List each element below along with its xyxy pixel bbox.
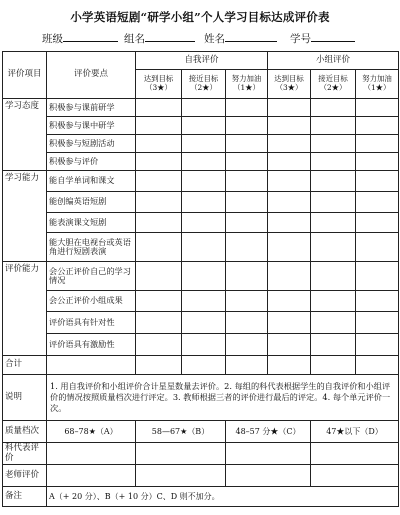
total-label: 合计 — [3, 356, 47, 375]
score-cell — [356, 262, 399, 291]
table-row — [3, 291, 399, 312]
score-cell — [356, 334, 399, 356]
score-cell — [268, 262, 311, 291]
score-cell — [356, 233, 399, 262]
name-label: 姓名 — [204, 33, 225, 45]
score-cell — [226, 171, 268, 192]
score-cell — [182, 291, 226, 312]
score-cell — [136, 213, 182, 233]
table-row — [3, 117, 399, 135]
grade-d: 47★以下（D） — [311, 421, 399, 443]
explanation-label: 说明 — [3, 375, 47, 421]
score-cell — [136, 99, 182, 117]
score-cell — [311, 135, 356, 153]
rep-eval-label: 科代表评价 — [3, 443, 47, 465]
score-cell — [136, 233, 182, 262]
score-cell — [226, 99, 268, 117]
score-cell — [311, 192, 356, 213]
header-points: 评价要点 — [47, 52, 136, 99]
class-label: 班级 — [42, 33, 63, 45]
total-cell — [47, 356, 136, 375]
point-text: 会公正评价自己的学习情况 — [47, 262, 136, 291]
score-cell — [226, 291, 268, 312]
score-cell — [311, 334, 356, 356]
quality-row — [3, 421, 399, 443]
grade-b: 58—67★（B） — [136, 421, 226, 443]
score-cell — [226, 334, 268, 356]
score-cell — [182, 117, 226, 135]
score-cell — [182, 233, 226, 262]
score-cell — [356, 192, 399, 213]
table-row — [3, 171, 399, 192]
score-cell — [356, 356, 399, 375]
section-name: 学习态度 — [3, 99, 47, 171]
score-cell — [268, 291, 311, 312]
score-cell — [356, 153, 399, 171]
score-cell — [268, 312, 311, 334]
score-cell — [182, 213, 226, 233]
header-self-eval: 自我评价 — [136, 52, 268, 70]
level-header: 达到目标 （3★） — [268, 70, 311, 99]
header-group-eval: 小组评价 — [268, 52, 399, 70]
table-row — [3, 192, 399, 213]
score-cell — [356, 291, 399, 312]
score-cell — [268, 233, 311, 262]
score-cell — [356, 99, 399, 117]
level-header: 努力加油 （1★） — [226, 70, 268, 99]
score-cell — [311, 99, 356, 117]
point-text: 评价语具有针对性 — [47, 312, 136, 334]
score-cell — [268, 192, 311, 213]
score-cell — [311, 291, 356, 312]
score-cell — [356, 171, 399, 192]
score-cell — [311, 117, 356, 135]
rep-eval-cell — [136, 443, 226, 465]
table-row — [3, 135, 399, 153]
score-cell — [311, 233, 356, 262]
group-field — [124, 31, 195, 46]
class-field — [42, 31, 118, 46]
table-row — [3, 262, 399, 291]
level-header: 达到目标 （3★） — [136, 70, 182, 99]
score-cell — [226, 135, 268, 153]
score-cell — [311, 262, 356, 291]
point-text: 能大胆在电视台或英语角进行短剧表演 — [47, 233, 136, 262]
score-cell — [268, 135, 311, 153]
point-text: 积极参与短剧活动 — [47, 135, 136, 153]
remarks-text: A（+ 20 分）、B（+ 10 分）C、D 则不加分。 — [47, 487, 399, 507]
score-cell — [268, 153, 311, 171]
score-cell — [311, 171, 356, 192]
table-row — [3, 233, 399, 262]
rep-eval-cell — [311, 443, 399, 465]
group-label: 组名 — [124, 33, 145, 45]
table-row — [3, 153, 399, 171]
point-text: 积极参与课前研学 — [47, 99, 136, 117]
teacher-eval-label: 老师评价 — [3, 465, 47, 487]
table-row — [3, 334, 399, 356]
score-cell — [311, 356, 356, 375]
form-title: 小学英语短剧“研学小组”个人学习目标达成评价表 — [70, 10, 330, 24]
score-cell — [182, 192, 226, 213]
level-header: 接近目标 （2★） — [182, 70, 226, 99]
score-cell — [136, 135, 182, 153]
remarks-label: 备注 — [3, 487, 47, 507]
score-cell — [136, 153, 182, 171]
evaluation-table — [2, 51, 399, 507]
point-text: 评价语具有激励性 — [47, 334, 136, 356]
score-cell — [182, 312, 226, 334]
rep-eval-cell — [47, 443, 136, 465]
total-row — [3, 356, 399, 375]
point-text: 会公正评价小组成果 — [47, 291, 136, 312]
score-cell — [311, 312, 356, 334]
teacher-eval-cell — [226, 465, 311, 487]
score-cell — [182, 153, 226, 171]
teacher-eval-cell — [47, 465, 136, 487]
score-cell — [136, 262, 182, 291]
score-cell — [356, 213, 399, 233]
score-cell — [182, 135, 226, 153]
header-item: 评价项目 — [3, 52, 47, 99]
score-cell — [356, 117, 399, 135]
point-text: 积极参与课中研学 — [47, 117, 136, 135]
score-cell — [136, 117, 182, 135]
score-cell — [182, 171, 226, 192]
score-cell — [356, 312, 399, 334]
teacher-eval-cell — [311, 465, 399, 487]
score-cell — [182, 99, 226, 117]
score-cell — [226, 213, 268, 233]
teacher-eval-cell — [136, 465, 226, 487]
point-text: 能表演课文短剧 — [47, 213, 136, 233]
table-row — [3, 99, 399, 117]
score-cell — [136, 171, 182, 192]
explanation-row — [3, 375, 399, 421]
score-cell — [182, 262, 226, 291]
score-cell — [182, 334, 226, 356]
point-text: 能创编英语短剧 — [47, 192, 136, 213]
score-cell — [268, 213, 311, 233]
score-cell — [268, 117, 311, 135]
grade-c: 48–57 分★（C） — [226, 421, 311, 443]
score-cell — [268, 334, 311, 356]
quality-label: 质量档次 — [3, 421, 47, 443]
score-cell — [311, 213, 356, 233]
score-cell — [268, 99, 311, 117]
point-text: 能自学单词和课文 — [47, 171, 136, 192]
name-field — [204, 31, 277, 46]
score-cell — [356, 135, 399, 153]
score-cell — [226, 233, 268, 262]
number-field — [290, 31, 355, 46]
score-cell — [226, 312, 268, 334]
score-cell — [136, 312, 182, 334]
table-row — [3, 213, 399, 233]
name-blank — [225, 31, 277, 42]
grade-a: 68–78★（A） — [47, 421, 136, 443]
score-cell — [226, 117, 268, 135]
number-label: 学号 — [290, 33, 311, 45]
level-header: 努力加油 （1★） — [356, 70, 399, 99]
class-blank — [63, 31, 118, 42]
score-cell — [136, 356, 182, 375]
score-cell — [226, 262, 268, 291]
score-cell — [226, 153, 268, 171]
score-cell — [182, 356, 226, 375]
score-cell — [268, 356, 311, 375]
rep-eval-cell — [226, 443, 311, 465]
point-text: 积极参与评价 — [47, 153, 136, 171]
score-cell — [226, 192, 268, 213]
section-name: 学习能力 — [3, 171, 47, 262]
score-cell — [136, 192, 182, 213]
section-name: 评价能力 — [3, 262, 47, 356]
score-cell — [311, 153, 356, 171]
teacher-eval-row — [3, 465, 399, 487]
table-row — [3, 312, 399, 334]
group-blank — [145, 31, 195, 42]
level-header: 接近目标 （2★） — [311, 70, 356, 99]
remarks-row — [3, 487, 399, 507]
score-cell — [136, 291, 182, 312]
rep-eval-row — [3, 443, 399, 465]
score-cell — [268, 171, 311, 192]
number-blank — [311, 31, 355, 42]
explanation-text: 1. 用自我评价和小组评价合计星星数量去评价。2. 每组的科代表根据学生的自我评价和小组评价的情况按照质量档次进行评定。3. 教师根据三者的评价进行最后的评定。4. 每个单元评价一次。 — [47, 375, 399, 421]
score-cell — [136, 334, 182, 356]
score-cell — [226, 356, 268, 375]
